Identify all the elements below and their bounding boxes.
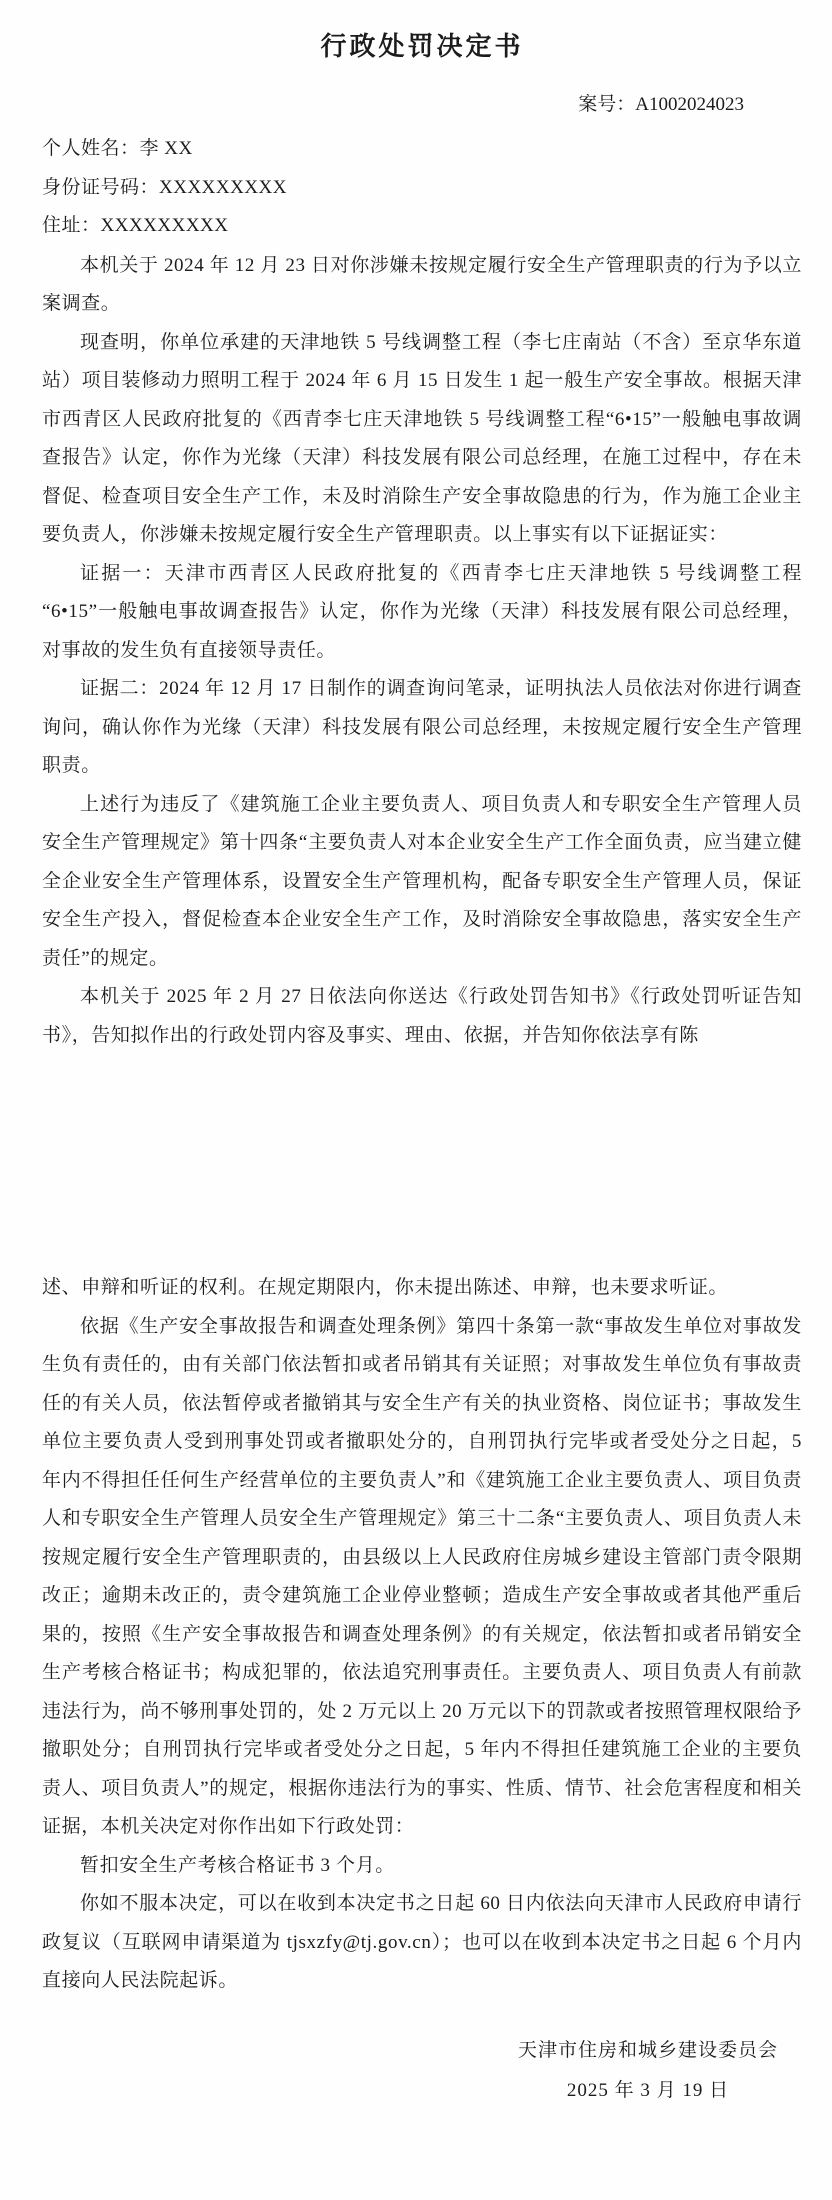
paragraph-appeal-rights: 你如不服本决定，可以在收到本决定书之日起 60 日内依法向天津市人民政府申请行政复议（互联网申请渠道为 tjsxzfy@tj.gov.cn）；也可以在收到本决定书之日起 6 个月内直接向人民法院起诉。 <box>42 1893 802 1991</box>
case-number-value: A1002024023 <box>635 94 744 115</box>
case-number-line <box>42 90 802 120</box>
paragraph-notification-part2: 述、申辩和听证的权利。在规定期限内，你未提出陈述、申辩，也未要求听证。 <box>42 1277 729 1298</box>
paragraph-evidence-2: 证据二：2024 年 12 月 17 日制作的调查询问笔录，证明执法人员依法对你进行调查询问，确认你作为光缘（天津）科技发展有限公司总经理，未按规定履行安全生产管理职责。 <box>42 678 802 776</box>
field-person-name: 个人姓名：李 XX <box>42 138 193 159</box>
signature-block <box>518 2031 778 2111</box>
case-number-label: 案号： <box>578 94 636 115</box>
field-address: 住址：XXXXXXXXX <box>42 215 229 236</box>
paragraph-notification-part1: 本机关于 2025 年 2 月 27 日依法向你送达《行政处罚告知书》《行政处罚听证告知书》，告知拟作出的行政处罚内容及事实、理由、依据，并告知你依法享有陈 <box>42 986 802 1046</box>
paragraph-case-filing: 本机关于 2024 年 12 月 23 日对你涉嫌未按规定履行安全生产管理职责的行为予以立案调查。 <box>42 254 802 314</box>
field-id-number: 身份证号码：XXXXXXXXX <box>42 176 287 198</box>
paragraph-legal-basis: 依据《生产安全事故报告和调查处理条例》第四十条第一款“事故发生单位对事故发生负有责任的，由有关部门依法暂扣或者吊销其有关证照；对事故发生单位负有事故责任的有关人员，依法暂停或者撤销其与安全生产有关的执业资格、岗位证书；事故发生单位主要负责人受到刑事处罚或者撤职处分的，自刑罚执行完毕或者受处分之日起，5 年内不得担任任何生产经营单位的主要负责人”和《建筑施工企业主要负责人、项目负责人和专职安全生产管理人员安全生产管理规定》第三十二条“主要负责人、项目负责人未按规定履行安全生产管理职责的，由县级以上人民政府住房城乡建设主管部门责令限期改正；逾期未改正的，责令建筑施工企业停业整顿；造成生产安全事故或者其他严重后果的，按照《生产安全事故报告和调查处理条例》的有关规定，依法暂扣或者吊销安全生产考核合格证书；构成犯罪的，依法追究刑事责任。主要负责人、项目负责人有前款违法行为，尚不够刑事处罚的，处 2 万元以上 20 万元以下的罚款或者按照管理权限给予撤职处分；自刑罚执行完毕或者受处分之日起，5 年内不得担任建筑施工企业的主要负责人、项目负责人”的规定，根据你违法行为的事实、性质、情节、社会危害程度和相关证据，本机关决定对你作出如下行政处罚： <box>42 1315 802 1837</box>
paragraph-evidence-1: 证据一：天津市西青区人民政府批复的《西青李七庄天津地铁 5 号线调整工程“6•15”一般触电事故调查报告》认定，你作为光缘（天津）科技发展有限公司总经理，对事故的发生负有直接领导责任。 <box>42 562 802 661</box>
party-info-fields <box>42 130 802 246</box>
document-title: 行政处罚决定书 <box>320 32 524 61</box>
document-body <box>42 247 802 2001</box>
page-break-gap <box>42 1055 802 1269</box>
decision-date: 2025 年 3 月 19 日 <box>566 2079 730 2101</box>
issuing-authority-name: 天津市住房和城乡建设委员会 <box>517 2039 778 2061</box>
signature-area <box>42 2031 802 2111</box>
paragraph-violation: 上述行为违反了《建筑施工企业主要负责人、项目负责人和专职安全生产管理人员安全生产管理规定》第十四条“主要负责人对本企业安全生产工作全面负责，应当建立健全企业安全生产管理体系，设置安全生产管理机构，配备专职安全生产管理人员，保证安全生产投入，督促检查本企业安全生产工作，及时消除安全事故隐患，落实安全生产责任”的规定。 <box>42 793 802 969</box>
paragraph-penalty-decision: 暂扣安全生产考核合格证书 3 个月。 <box>80 1854 395 1876</box>
paragraph-findings: 现查明，你单位承建的天津地铁 5 号线调整工程（李七庄南站（不含）至京华东道站）项目装修动力照明工程于 2024 年 6 月 15 日发生 1 起一般生产安全事故。根据天津市西青区人民政府批复的《西青李七庄天津地铁 5 号线调整工程“6•15”一般触电事故调查报告》认定，你作为光缘（天津）科技发展有限公司总经理，在施工过程中，存在未督促、检查项目安全生产工作，未及时消除生产安全事故隐患的行为，作为施工企业主要负责人，你涉嫌未按规定履行安全生产管理职责。以上事实有以下证据证实： <box>42 331 802 545</box>
